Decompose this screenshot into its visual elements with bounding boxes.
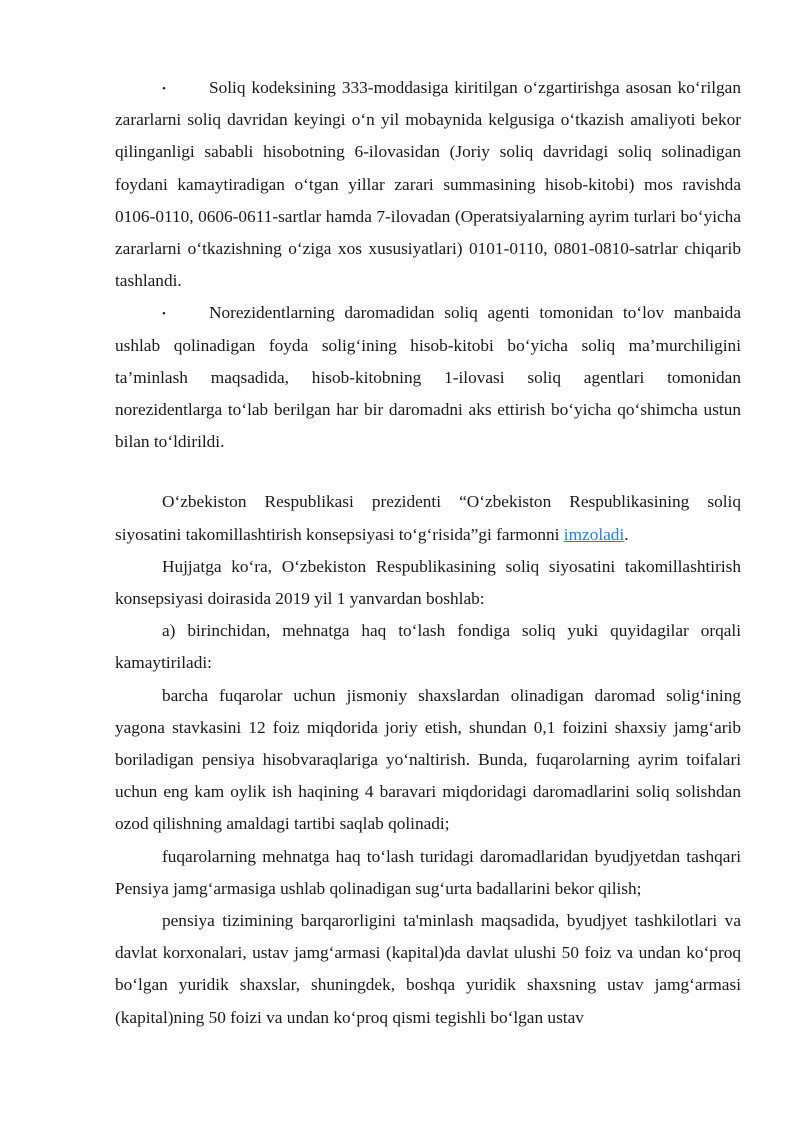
paragraph-gap [115,458,741,486]
paragraph: Hujjatga ko‘ra, O‘zbekiston Respublikasining soliq siyosatini takomillashtirish konsepsiyasi doirasida 2019 yil 1 yanvardan boshlab: [115,556,741,609]
paragraph: pensiya tizimining barqarorligini ta'minlash maqsadida, byudjyet tashkilotlari va davlat korxonalari, ustav jamg‘armasi (kapital)da davlat ulushi 50 foiz va undan ko‘proq bo‘lgan yuridik shaxslar, shuningdek, boshqa yuridik shaxsning ustav jamg‘armasi (kapital)ning 50 foizi va undan ko‘proq qismi tegishli bo‘lgan ustav [115,911,741,1027]
decree-text-end: . [624,524,629,544]
document-page [115,72,741,1034]
imzoladi-link[interactable]: imzoladi [563,524,625,544]
bullet-paragraph-2 [115,297,741,458]
paragraph: fuqarolarning mehnatga haq to‘lash turidagi daromadlaridan byudjyetdan tashqari Pensiya jamg‘armasiga ushlab qolinadigan sug‘urta badallarini bekor qilish; [115,846,741,898]
paragraph: a) birinchidan, mehnatga haq to‘lash fondiga soliq yuki quyidagilar orqali kamaytiriladi: [115,621,741,673]
bullet-text: Soliq kodeksining 333-moddasiga kiritilgan o‘zgartirishga asosan ko‘rilgan zararlarni soliq davridan keyingi o‘n yil mobaynida kelgusiga o‘tkazish amaliyoti bekor qilinganligi sababli hisobotning 6-ilovasidan (Joriy soliq davridagi soliq solinadigan foydani kamaytiradigan o‘tgan yillar zarari summasining hisob-kitobi) mos ravishda 0106-0110, 0606-0611-sartlar hamda 7-ilovadan (Operatsiyalarning ayrim turlari bo‘yicha zararlarni o‘tkazishning o‘ziga xos xususiyatlari) 0101-0110, 0801-0810-satrlar chiqarib tashlandi. [115,78,741,291]
bullet-paragraph-1 [115,72,741,297]
bullet-marker: • [162,82,166,95]
decree-text: O‘zbekiston Respublikasi prezidenti “O‘zbekiston Respublikasining soliq siyosatini takomillashtirish konsepsiyasi to‘g‘risida”gi farmonni [115,492,741,544]
paragraph: barcha fuqarolar uchun jismoniy shaxslardan olinadigan daromad solig‘ining yagona stavkasini 12 foiz miqdorida joriy etish, shundan 0,1 foizini shaxsiy jamg‘arib boriladigan pensiya hisobvaraqlariga yo‘naltirish. Bunda, fuqarolarning ayrim toifalari uchun eng kam oylik ish haqining 4 baravari miqdoridagi daromadlarini soliq solishdan ozod qilishning amaldagi tartibi saqlab qolinadi; [115,685,741,834]
bullet-marker: • [162,307,166,320]
bullet-text: Norezidentlarning daromadidan soliq agenti tomonidan to‘lov manbaida ushlab qolinadigan foyda solig‘ining hisob-kitobi bo‘yicha soliq ma’murchiligini ta’minlash maqsadida, hisob-kitobning 1-ilovasi soliq agentlari tomonidan norezidentlarga to‘lab berilgan har bir daromadni aks ettirish bo‘yicha qo‘shimcha ustun bilan to‘ldirildi. [115,303,741,452]
decree-paragraph [115,486,741,550]
